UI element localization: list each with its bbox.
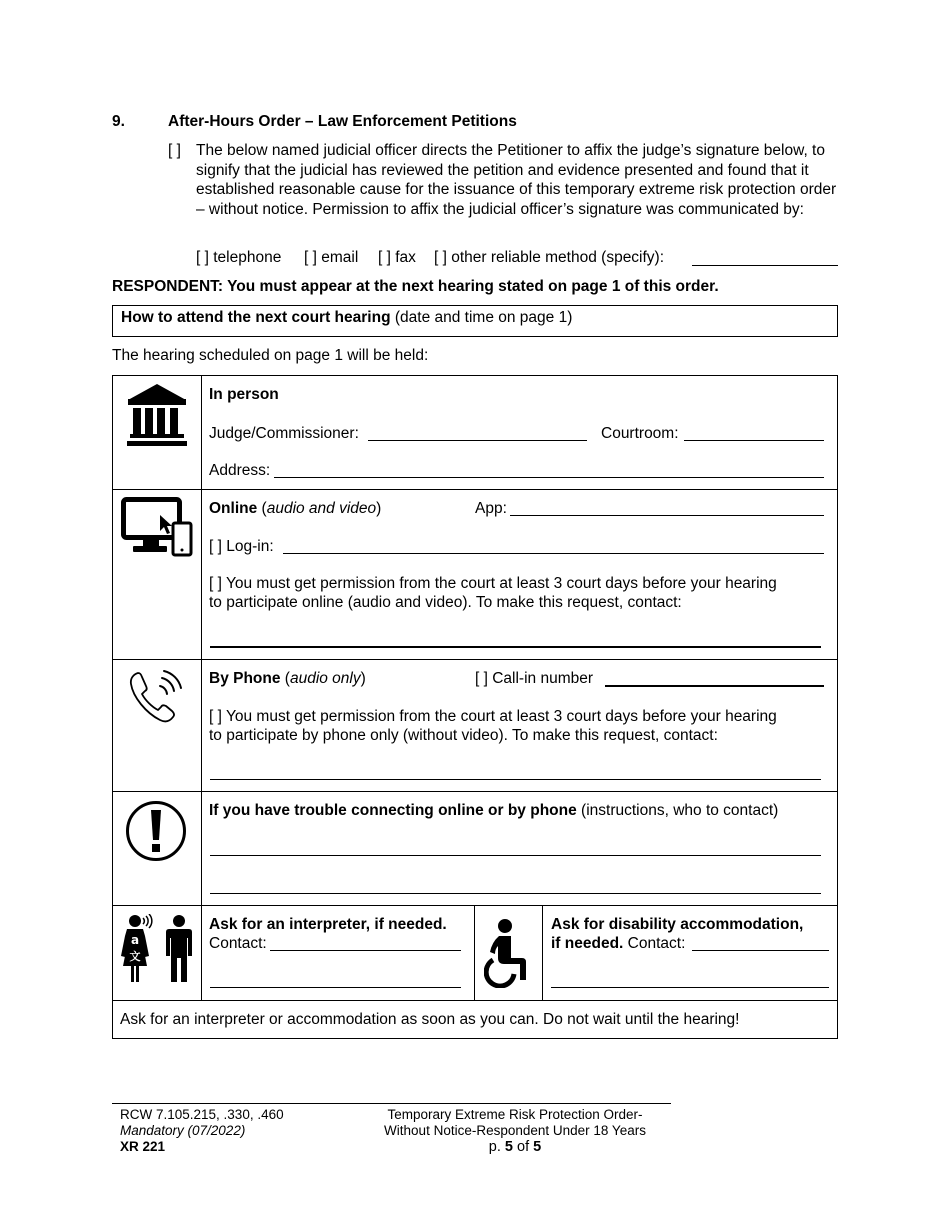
attend-hearing-subtitle: (date and time on page 1) [394,309,573,326]
page-of: of [517,1139,530,1155]
address-label: Address: [209,462,271,479]
icon-column-divider [201,375,202,1000]
footer-divider [112,1103,671,1104]
attend-hearing-heading [121,308,572,327]
row-divider [112,659,838,660]
disability-title-row-2 [551,934,685,953]
callin-row [475,669,593,688]
affix-signature-checkbox[interactable]: [ ] [168,142,181,159]
login-row [209,537,274,556]
method-other[interactable] [434,248,664,267]
wheelchair-icon [484,918,534,988]
trouble-subtitle: (instructions, who to contact) [581,802,779,819]
page-total: 5 [533,1139,542,1155]
page-prefix: p. [488,1139,501,1155]
online-heading: Online (audio and video) [209,500,382,517]
footer-title-1: Temporary Extreme Risk Protection Order- [387,1107,643,1122]
footer-mandatory: Mandatory (07/2022) [120,1123,246,1138]
row-divider [112,905,838,906]
disability-contact-field[interactable] [692,950,829,951]
courthouse-icon [127,383,187,447]
judge-field[interactable] [368,440,587,441]
phone-title: By Phone [209,670,281,687]
courtroom-label: Courtroom: [601,425,679,442]
telephone-label: telephone [213,249,282,266]
page-current: 5 [504,1139,513,1155]
interpreter-contact-field-2[interactable] [210,987,461,988]
trouble-field-2[interactable] [210,893,821,894]
online-title: Online [209,500,258,517]
online-permission-line-1 [209,574,777,593]
app-field[interactable] [510,515,824,516]
trouble-field-1[interactable] [210,855,821,856]
disability-title-2: if needed. [551,935,624,952]
email-label: email [321,249,359,266]
other-label: other reliable method (specify): [451,249,665,266]
online-permission-text-2: to participate online (audio and video). To make this request, contact: [209,594,682,611]
closing-note: Ask for an interpreter or accommodation as soon as you can. Do not wait until the hearing! [120,1011,740,1028]
row-divider [112,489,838,490]
method-telephone[interactable] [196,248,281,267]
app-label: App: [475,500,507,517]
section-title: After-Hours Order – Law Enforcement Petitions [168,113,517,130]
attend-hearing-title: How to attend the next court hearing [121,309,391,326]
login-label: Log-in: [226,538,274,555]
online-title-note: audio and video [266,500,377,517]
interpreter-contact-field[interactable] [270,950,461,951]
online-contact-field[interactable] [210,646,821,648]
other-method-field[interactable] [692,265,838,266]
phone-title-note: audio only [289,670,361,687]
method-fax[interactable] [378,248,416,267]
phone-permission-checkbox[interactable]: [ ] [209,708,222,725]
login-checkbox[interactable]: [ ] [209,538,222,555]
disability-title-1: Ask for disability accommodation, [551,916,804,933]
login-field[interactable] [283,553,824,554]
in-person-title: In person [209,386,279,403]
telephone-checkbox[interactable]: [ ] [196,249,209,266]
phone-permission-text-2: to participate by phone only (without video). To make this request, contact: [209,727,718,744]
disability-contact-field-2[interactable] [551,987,829,988]
email-checkbox[interactable]: [ ] [304,249,317,266]
fax-checkbox[interactable]: [ ] [378,249,391,266]
courtroom-field[interactable] [684,440,824,441]
interpreter-title: Ask for an interpreter, if needed. [209,916,447,933]
svg-text:文: 文 [129,950,141,963]
interpreter-divider [474,905,475,1000]
disability-icon-divider [542,905,543,1000]
interpreter-contact-label: Contact: [209,935,267,952]
footer-page-number [365,1139,665,1155]
callin-checkbox[interactable]: [ ] [475,670,488,687]
online-permission-text-1: You must get permission from the court at least 3 court days before your hearing [225,575,777,592]
fax-label: fax [395,249,416,266]
section-number: 9. [112,113,125,130]
trouble-heading [209,801,778,820]
online-permission-checkbox[interactable]: [ ] [209,575,222,592]
callin-field[interactable] [605,685,824,687]
row-divider [112,1000,838,1001]
address-field[interactable] [274,477,824,478]
phone-permission-line-1 [209,707,777,726]
computer-phone-icon [121,497,193,557]
trouble-title: If you have trouble connecting online or by phone [209,802,577,819]
hearing-scheduled-text: The hearing scheduled on page 1 will be held: [112,347,429,364]
svg-text:a: a [130,933,140,947]
interpreter-icon [119,914,195,984]
judge-label: Judge/Commissioner: [209,425,359,442]
exclamation-icon [125,800,187,862]
footer-rcw: RCW 7.105.215, .330, .460 [120,1107,284,1122]
phone-contact-field[interactable] [210,779,821,780]
affix-signature-paragraph: The below named judicial officer directs the Petitioner to affix the judge’s signature below, to signify that the judicial has reviewed the petition and evidence presented and found that it established reasonable cause for the issuance of this temporary extreme risk protection order – without notice. Permission to affix the judicial officer’s signature was communicated by: [196,142,837,218]
respondent-notice: RESPONDENT: You must appear at the next hearing stated on page 1 of this order. [112,278,719,295]
other-checkbox[interactable]: [ ] [434,249,447,266]
footer-form-id: XR 221 [120,1139,166,1154]
disability-contact-label: Contact: [627,935,686,952]
phone-permission-text-1: You must get permission from the court at least 3 court days before your hearing [225,708,777,725]
row-divider [112,791,838,792]
telephone-icon [128,669,186,725]
callin-label: Call-in number [492,670,594,687]
footer-title-2: Without Notice-Respondent Under 18 Years [384,1123,646,1138]
phone-heading: By Phone (audio only) [209,670,366,687]
method-email[interactable] [304,248,358,267]
